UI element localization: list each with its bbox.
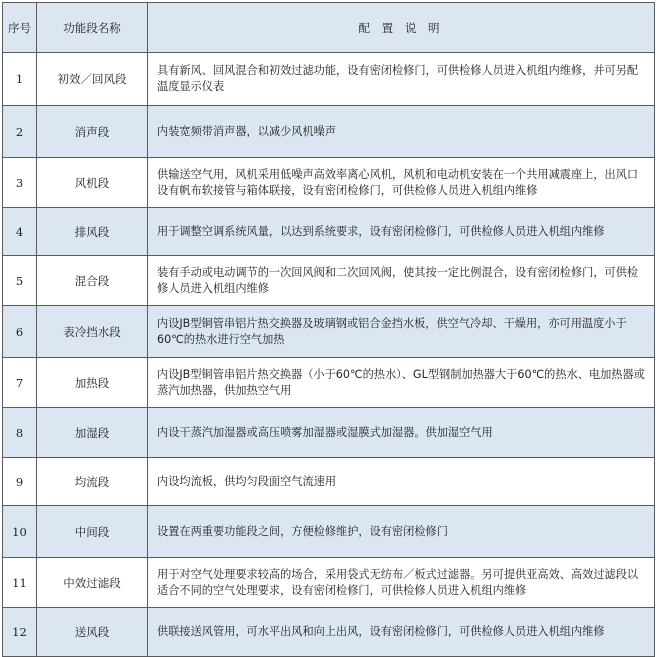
row-desc: 用于调整空调系统风量，以达到系统要求，设有密闭检修门，可供检修人员进入机组内维修 bbox=[148, 208, 655, 256]
row-no: 7 bbox=[3, 358, 37, 408]
table-row bbox=[3, 358, 655, 408]
table-row bbox=[3, 408, 655, 458]
row-no: 3 bbox=[3, 158, 37, 208]
header-row bbox=[3, 3, 655, 53]
row-name: 均流段 bbox=[37, 458, 148, 506]
table-row bbox=[3, 306, 655, 358]
header-name: 功能段名称 bbox=[37, 3, 148, 53]
row-name: 排风段 bbox=[37, 208, 148, 256]
table-row bbox=[3, 256, 655, 306]
row-desc: 供输送空气用，风机采用低噪声高效率离心风机，风机和电动机安装在一个共用减震座上，出风口设有帆布软接管与箱体联接，设有密闭检修门，可供检修人员进入机组内维修 bbox=[148, 158, 655, 208]
row-no: 12 bbox=[3, 608, 37, 657]
row-name: 加湿段 bbox=[37, 408, 148, 458]
table-row bbox=[3, 608, 655, 657]
row-name: 中效过滤段 bbox=[37, 558, 148, 608]
row-no: 1 bbox=[3, 53, 37, 106]
row-no: 4 bbox=[3, 208, 37, 256]
row-name: 风机段 bbox=[37, 158, 148, 208]
header-no: 序号 bbox=[3, 3, 37, 53]
table-row bbox=[3, 53, 655, 106]
row-desc: 内设干蒸汽加湿器或高压喷雾加湿器或湿膜式加湿器。供加湿空气用 bbox=[148, 408, 655, 458]
row-no: 10 bbox=[3, 506, 37, 558]
row-no: 2 bbox=[3, 106, 37, 158]
row-name: 初效／回风段 bbox=[37, 53, 148, 106]
row-no: 11 bbox=[3, 558, 37, 608]
row-desc: 内设均流板，供均匀段面空气流速用 bbox=[148, 458, 655, 506]
table-row bbox=[3, 106, 655, 158]
row-name: 中间段 bbox=[37, 506, 148, 558]
row-no: 5 bbox=[3, 256, 37, 306]
row-no: 8 bbox=[3, 408, 37, 458]
row-desc: 具有新风、回风混合和初效过滤功能，设有密闭检修门，可供检修人员进入机组内维修，并可另配温度显示仪表 bbox=[148, 53, 655, 106]
row-desc: 内装宽频带消声器，以减少风机噪声 bbox=[148, 106, 655, 158]
row-desc: 装有手动或电动调节的一次回风阀和二次回风阀，使其按一定比例混合，设有密闭检修门，可供检修人员进入机组内维修 bbox=[148, 256, 655, 306]
row-desc: 内设JB型铜管串铝片热交换器（小于60℃的热水）、GL型钢制加热器大于60℃的热水、电加热器或蒸汽加热器，供加热空气用 bbox=[148, 358, 655, 408]
row-desc: 内设JB型铜管串铝片热交换器及玻璃钢或铝合金挡水板，供空气冷却、干燥用，亦可用温度小于60℃的热水进行空气加热 bbox=[148, 306, 655, 358]
table-row bbox=[3, 506, 655, 558]
row-desc: 供联接送风管用，可水平出风和向上出风，设有密闭检修门，可供检修人员进入机组内维修 bbox=[148, 608, 655, 657]
row-no: 6 bbox=[3, 306, 37, 358]
table-row bbox=[3, 558, 655, 608]
row-name: 表冷挡水段 bbox=[37, 306, 148, 358]
row-name: 消声段 bbox=[37, 106, 148, 158]
row-desc: 设置在两重要功能段之间，方便检修维护，设有密闭检修门 bbox=[148, 506, 655, 558]
row-desc: 用于对空气处理要求较高的场合，采用袋式无纺布／板式过滤器。另可提供亚高效、高效过滤段以适合不同的空气处理要求，设有密闭检修门，可供检修人员进入机组内维修 bbox=[148, 558, 655, 608]
row-name: 送风段 bbox=[37, 608, 148, 657]
row-name: 混合段 bbox=[37, 256, 148, 306]
table-row bbox=[3, 208, 655, 256]
header-desc: 配 置 说 明 bbox=[148, 3, 655, 53]
config-table bbox=[2, 2, 655, 657]
table-row bbox=[3, 158, 655, 208]
table-row bbox=[3, 458, 655, 506]
row-no: 9 bbox=[3, 458, 37, 506]
row-name: 加热段 bbox=[37, 358, 148, 408]
